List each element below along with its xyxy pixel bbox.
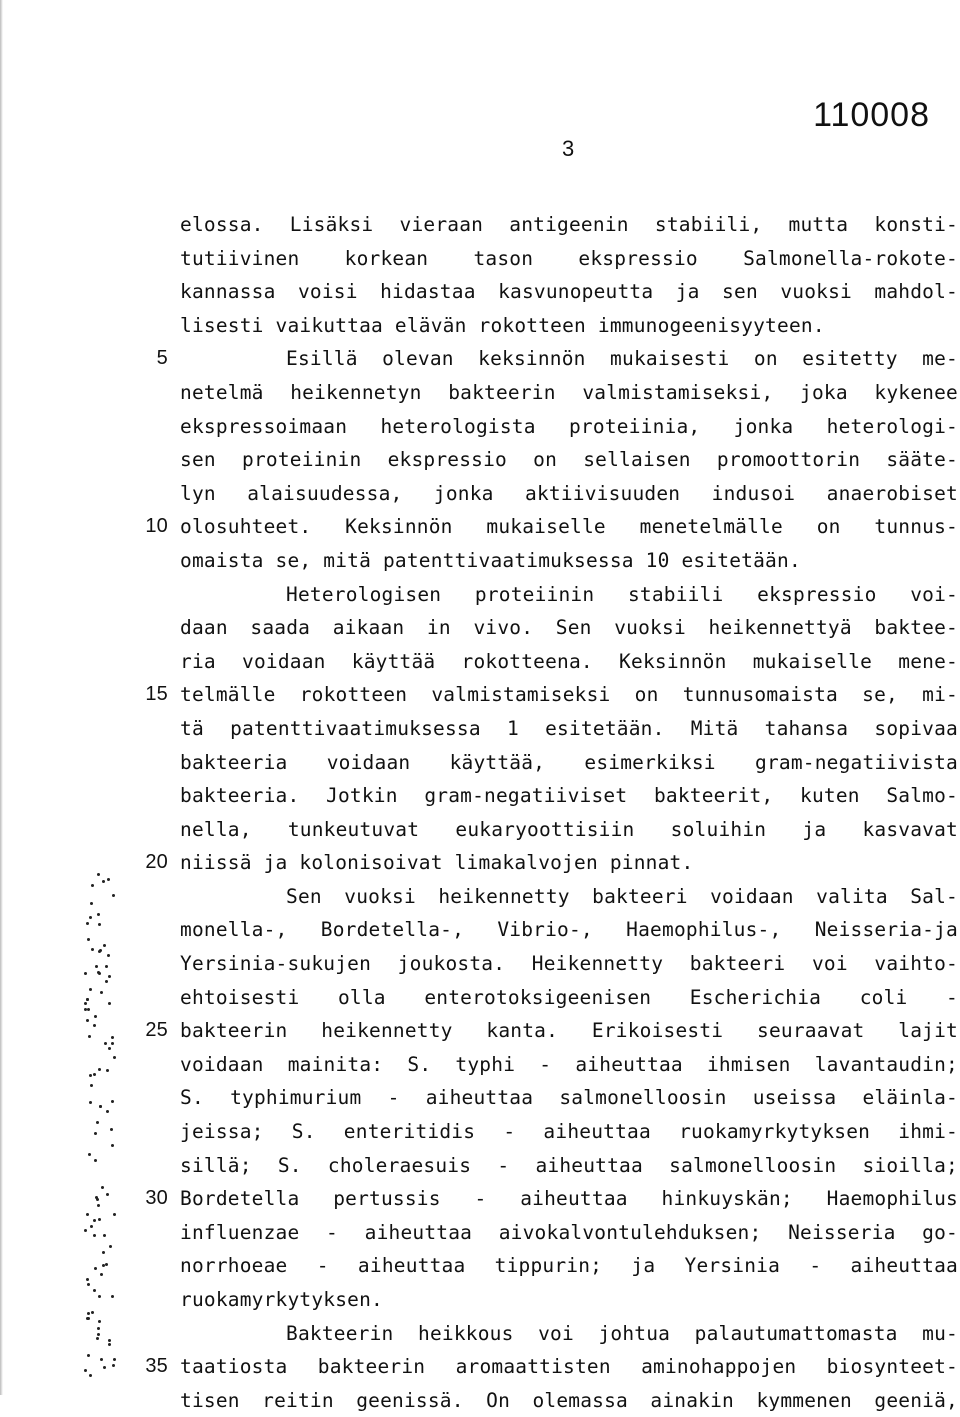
- line-text: telmälle rokotteen valmistamiseksi on tunnusomaista se, mi-: [180, 683, 958, 707]
- line-text: Bordetella pertussis - aiheuttaa hinkuyskän; Haemophilus: [180, 1187, 958, 1211]
- scan-dot: [108, 1339, 111, 1342]
- line-text: norrhoeae - aiheuttaa tippurin; ja Yersinia - aiheuttaa: [180, 1254, 958, 1278]
- scan-dot: [93, 1024, 96, 1027]
- scan-dot: [100, 1273, 103, 1276]
- text-line: [145, 510, 960, 544]
- scan-dot: [112, 894, 115, 897]
- scan-dot: [91, 884, 94, 887]
- text-line: [180, 1216, 960, 1250]
- text-line: [180, 712, 960, 746]
- scan-dot: [97, 913, 100, 916]
- scan-dot: [84, 972, 87, 975]
- scan-dot: [93, 1289, 96, 1292]
- line-number: 30: [145, 1187, 168, 1210]
- scan-dot: [86, 998, 89, 1001]
- line-text: sen proteiinin ekspressio on sellaisen promoottorin sääte-: [180, 448, 958, 472]
- scan-dot: [91, 948, 94, 951]
- line-text: jeissa; S. enteritidis - aiheuttaa ruokamyrkytyksen ihmi-: [180, 1120, 958, 1144]
- scan-dot: [113, 1358, 116, 1361]
- scan-dot: [106, 1110, 109, 1113]
- scan-dot: [87, 938, 90, 941]
- text-line: [180, 1283, 960, 1317]
- scan-dot: [93, 1073, 96, 1076]
- margin-dot-pattern: [84, 872, 124, 1392]
- scan-dot: [111, 1100, 114, 1103]
- scan-dot: [89, 1074, 92, 1077]
- scan-dot: [98, 1068, 101, 1071]
- scan-dot: [98, 1218, 101, 1221]
- scan-dot: [107, 878, 110, 881]
- text-line: [180, 947, 960, 981]
- scan-dot: [86, 1278, 89, 1281]
- text-line: [180, 242, 960, 276]
- text-line: [180, 443, 960, 477]
- scan-dot: [98, 950, 101, 953]
- scan-dot: [107, 954, 110, 957]
- text-line: [145, 846, 960, 880]
- scan-dot: [90, 1225, 93, 1228]
- text-line: [180, 477, 960, 511]
- scan-dot: [108, 1343, 111, 1346]
- scan-dot: [104, 1042, 107, 1045]
- text-line: [180, 1115, 960, 1149]
- text-line: [180, 1249, 960, 1283]
- line-text: bakteerin heikennetty kanta. Erikoisesti seuraavat lajit: [180, 1019, 958, 1043]
- line-text: nella, tunkeutuvat eukaryoottisiin soluihin ja kasvavat: [180, 817, 958, 841]
- scan-dot: [100, 991, 103, 994]
- line-text: monella-, Bordetella-, Vibrio-, Haemophilus-, Neisseria-ja: [180, 918, 958, 942]
- line-text: Bakteerin heikkous voi johtua palautumattomasta mu-: [286, 1321, 958, 1345]
- line-text: Yersinia-sukujen joukosta. Heikennetty bakteeri voi vaihto-: [180, 952, 958, 976]
- line-number: 25: [145, 1019, 168, 1042]
- line-text: lisesti vaikuttaa elävän rokotteen immunogeenisyyteen.: [180, 313, 825, 337]
- line-number: 20: [145, 851, 168, 874]
- text-line: [180, 611, 960, 645]
- scan-dot: [87, 1312, 90, 1315]
- scan-dot: [95, 965, 98, 968]
- scan-dot: [88, 1153, 91, 1156]
- scan-dot: [91, 1311, 94, 1314]
- text-line: [145, 1014, 960, 1048]
- text-line: [180, 275, 960, 309]
- scan-dot: [93, 1219, 96, 1222]
- line-text: elossa. Lisäksi vieraan antigeenin stabiili, mutta konsti-: [180, 213, 958, 236]
- scan-dot: [84, 1002, 87, 1005]
- scan-dot: [89, 1101, 92, 1104]
- scan-dot: [111, 1295, 114, 1298]
- text-line: [145, 678, 960, 712]
- scan-dot: [103, 1366, 106, 1369]
- line-text: taatiosta bakteerin aromaattisten aminohappojen biosynteet-: [180, 1355, 958, 1379]
- line-text: sillä; S. choleraesuis - aiheuttaa salmonelloosin sioilla;: [180, 1153, 958, 1177]
- line-text: kannassa voisi hidastaa kasvunopeutta ja sen vuoksi mahdol-: [180, 280, 958, 304]
- scan-dot: [90, 1084, 93, 1087]
- text-line: [180, 410, 960, 444]
- scan-dot: [97, 1333, 100, 1336]
- scan-dot: [113, 1056, 116, 1059]
- line-text: voidaan mainita: S. typhi - aiheuttaa ihmisen lavantaudin;: [180, 1052, 958, 1076]
- scan-dot: [84, 1369, 87, 1372]
- scan-dot: [98, 1295, 101, 1298]
- text-line: [180, 1081, 960, 1115]
- scan-dot: [103, 944, 106, 947]
- scan-dot: [111, 1144, 114, 1147]
- scan-dot: [105, 965, 108, 968]
- text-line: [156, 342, 960, 376]
- line-text: ekspressoimaan heterologista proteiinia, jonka heterologi-: [180, 414, 958, 438]
- text-line: [180, 813, 960, 847]
- page-number: 3: [562, 136, 575, 161]
- scan-dot: [98, 1320, 101, 1323]
- text-line: [145, 1182, 960, 1216]
- scan-dot: [94, 1015, 97, 1018]
- scan-dot: [86, 1213, 89, 1216]
- text-line: [180, 880, 960, 914]
- scan-dot: [108, 1047, 111, 1050]
- scan-dot: [87, 1283, 90, 1286]
- line-text: ruokamyrkytyksen.: [180, 1288, 383, 1311]
- text-line: [180, 913, 960, 947]
- line-number: 35: [145, 1355, 168, 1378]
- scan-dot: [111, 1042, 114, 1045]
- scan-dot: [105, 980, 108, 983]
- scan-dot: [98, 972, 101, 975]
- document-number: 110008: [813, 96, 930, 134]
- text-line: [180, 1317, 960, 1351]
- scan-dot: [110, 1128, 113, 1131]
- scan-dot: [97, 1327, 100, 1330]
- scan-dot: [96, 1337, 99, 1340]
- scan-dot: [94, 1267, 97, 1270]
- scan-dot: [113, 1213, 116, 1216]
- text-line: [180, 578, 960, 612]
- line-text: lyn alaisuudessa, jonka aktiivisuuden indusoi anaerobiset: [180, 481, 958, 505]
- line-number: 15: [145, 683, 168, 706]
- text-line: [180, 1149, 960, 1183]
- line-text: bakteeria. Jotkin gram-negatiiviset bakteerit, kuten Salmo-: [180, 784, 958, 808]
- line-text: bakteeria voidaan käyttää, esimerkiksi gram-negatiivista: [180, 750, 958, 774]
- line-text: tutiivinen korkean tason ekspressio Salmonella-rokote-: [180, 246, 958, 270]
- scan-dot: [108, 1002, 111, 1005]
- scan-dot: [94, 1132, 97, 1135]
- scan-dot: [89, 988, 92, 991]
- line-text: ehtoisesti olla enterotoksigeenisen Escherichia coli -: [180, 985, 958, 1009]
- scan-dot: [105, 1263, 108, 1266]
- text-line: [180, 208, 960, 242]
- line-text: tisen reitin geenissä. On olemassa ainakin kymmenen geeniä,: [180, 1388, 958, 1412]
- scan-dot: [87, 1354, 90, 1357]
- text-line: [180, 1048, 960, 1082]
- scan-dot: [102, 880, 105, 883]
- scan-dot: [86, 1019, 89, 1022]
- line-text: Esillä olevan keksinnön mukaisesti on esitetty me-: [286, 347, 958, 371]
- text-line: [180, 981, 960, 1015]
- scan-dot: [112, 1364, 115, 1367]
- scan-dot: [96, 1121, 99, 1124]
- line-text: Sen vuoksi heikennetty bakteeri voidaan valita Sal-: [286, 884, 958, 908]
- line-text: omaista se, mitä patenttivaatimuksessa 10 esitetään.: [180, 548, 801, 572]
- text-line: [145, 1350, 960, 1384]
- text-line: [180, 1384, 960, 1417]
- scan-dot: [84, 1229, 87, 1232]
- scan-dot: [106, 1193, 109, 1196]
- scan-dot: [111, 1036, 114, 1039]
- scan-dot: [108, 975, 111, 978]
- line-text: tä patenttivaatimuksessa 1 esitetään. Mitä tahansa sopivaa: [180, 716, 958, 740]
- text-line: [180, 376, 960, 410]
- line-text: ria voidaan käyttää rokotteena. Keksinnön mukaiselle mene-: [180, 649, 958, 673]
- scan-edge: [0, 0, 3, 1395]
- scan-dot: [102, 1251, 105, 1254]
- text-line: [180, 645, 960, 679]
- scan-dot: [94, 1159, 97, 1162]
- scan-dot: [93, 1234, 96, 1237]
- scan-dot: [103, 1234, 106, 1237]
- line-text: S. typhimurium - aiheuttaa salmonelloosin useissa eläinla-: [180, 1086, 958, 1110]
- text-line: [180, 544, 960, 578]
- scan-dot: [97, 1204, 100, 1207]
- scan-dot: [106, 1069, 109, 1072]
- scan-dot: [100, 1358, 103, 1361]
- text-line: [180, 746, 960, 780]
- body-text: [145, 208, 960, 1417]
- line-text: Heterologisen proteiinin stabiili ekspressio voi-: [286, 582, 958, 606]
- scan-dot: [98, 923, 101, 926]
- line-text: niissä ja kolonisoivat limakalvojen pinnat.: [180, 851, 694, 875]
- scan-dot: [109, 1245, 112, 1248]
- scan-dot: [86, 922, 89, 925]
- line-text: influenzae - aiheuttaa aivokalvontulehduksen; Neisseria go-: [180, 1220, 958, 1244]
- line-number: 10: [145, 515, 168, 538]
- line-text: olosuhteet. Keksinnön mukaiselle menetelmälle on tunnus-: [180, 515, 958, 539]
- text-line: [180, 779, 960, 813]
- scan-dot: [87, 1008, 90, 1011]
- line-text: netelmä heikennetyn bakteerin valmistamiseksi, joka kykenee: [180, 380, 958, 404]
- scan-dot: [99, 1105, 102, 1108]
- scan-dot: [97, 873, 100, 876]
- line-text: daan saada aikaan in vivo. Sen vuoksi heikennettyä baktee-: [180, 616, 958, 640]
- text-line: [180, 309, 960, 343]
- scan-dot: [88, 1035, 91, 1038]
- line-number: 5: [156, 347, 168, 370]
- scan-dot: [101, 1186, 104, 1189]
- scan-dot: [89, 916, 92, 919]
- scan-dot: [89, 1374, 92, 1377]
- scan-dot: [90, 902, 93, 905]
